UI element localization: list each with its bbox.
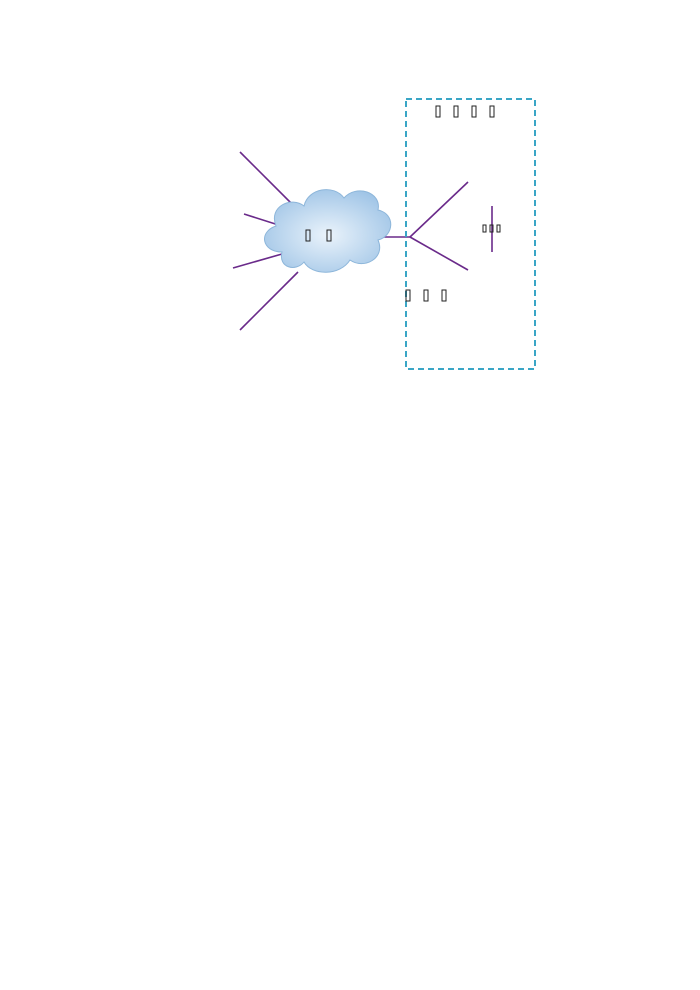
cluster-title-glyphs: [436, 106, 494, 117]
section-heading: [118, 424, 120, 442]
cluster-box: [406, 99, 535, 369]
cluster-glyphs: [406, 225, 500, 301]
network-cloud: [265, 190, 391, 273]
network-diagram: [0, 0, 700, 400]
